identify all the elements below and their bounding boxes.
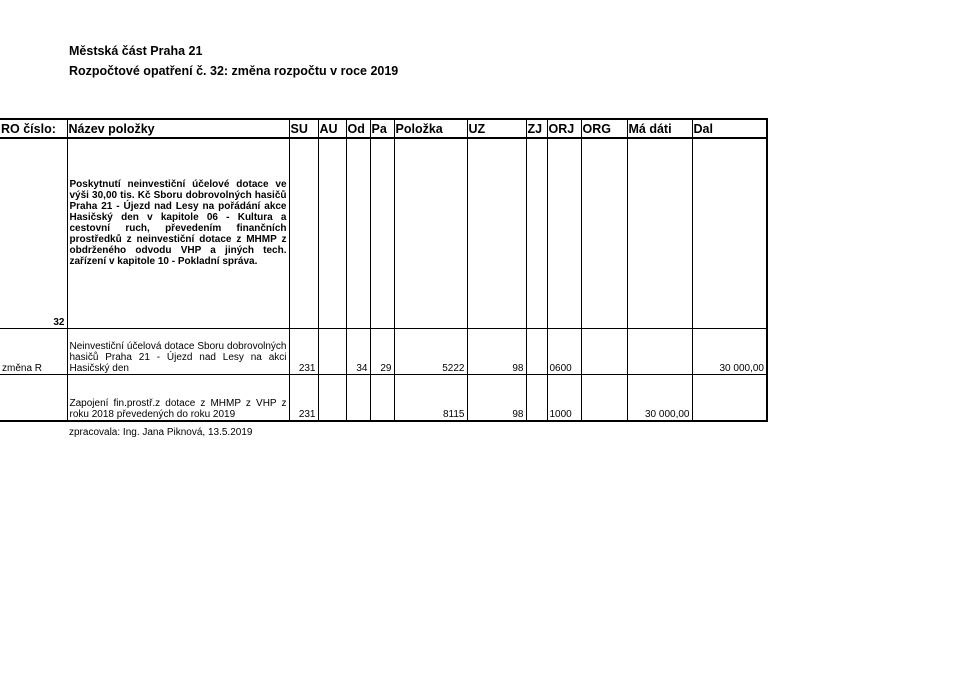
municipality-title: Městská část Praha 21 xyxy=(69,44,203,58)
cell-ro: změna R xyxy=(0,329,67,375)
table-row-group xyxy=(0,138,767,329)
cell-su: 231 xyxy=(289,375,318,422)
cell-dal xyxy=(692,375,767,422)
table-header-row xyxy=(0,119,767,138)
cell-org xyxy=(581,375,627,422)
cell-su: 231 xyxy=(289,329,318,375)
cell-ro xyxy=(0,375,67,422)
col-header-su: SU xyxy=(289,119,318,138)
col-header-orj: ORJ xyxy=(547,119,581,138)
group-description: Poskytnutí neinvestiční účelové dotace ve výši 30,00 tis. Kč Sboru dobrovolných hasičů Praha 21 - Újezd nad Lesy na pořádání akce Hasičský den v kapitole 06 - Kultura a cestovní ruch, převedením finančních prostředků z neinvestiční dotace z MHMP z obdrženého odvodu VHP a jiných tech. zařízení v kapitole 10 - Pokladní správa. xyxy=(67,138,289,329)
col-header-od: Od xyxy=(346,119,370,138)
cell-ma-dati xyxy=(627,329,692,375)
cell-nazev: Neinvestiční účelová dotace Sboru dobrovolných hasičů Praha 21 - Újezd nad Lesy na akci Hasičský den xyxy=(67,329,289,375)
col-header-uz: UZ xyxy=(467,119,526,138)
col-header-dal: Dal xyxy=(692,119,767,138)
cell-od: 34 xyxy=(346,329,370,375)
ro-number: 32 xyxy=(0,138,67,329)
col-header-org: ORG xyxy=(581,119,627,138)
cell-pa xyxy=(370,375,394,422)
col-header-ro: RO číslo: xyxy=(0,119,67,138)
col-header-zj: ZJ xyxy=(526,119,547,138)
col-header-pa: Pa xyxy=(370,119,394,138)
cell-polozka: 5222 xyxy=(394,329,467,375)
col-header-au: AU xyxy=(318,119,346,138)
cell-polozka: 8115 xyxy=(394,375,467,422)
cell-au xyxy=(318,329,346,375)
cell-uz: 98 xyxy=(467,329,526,375)
cell-ma-dati: 30 000,00 xyxy=(627,375,692,422)
table-row xyxy=(0,329,767,375)
cell-orj: 0600 xyxy=(547,329,581,375)
col-header-ma-dati: Má dáti xyxy=(627,119,692,138)
table-row xyxy=(0,375,767,422)
cell-uz: 98 xyxy=(467,375,526,422)
prepared-by-note: zpracovala: Ing. Jana Piknová, 13.5.2019 xyxy=(69,427,253,438)
cell-nazev: Zapojení fin.prostř.z dotace z MHMP z VHP z roku 2018 převedených do roku 2019 xyxy=(67,375,289,422)
document-title: Rozpočtové opatření č. 32: změna rozpočtu v roce 2019 xyxy=(69,64,399,78)
budget-table xyxy=(0,118,768,422)
cell-orj: 1000 xyxy=(547,375,581,422)
cell-pa: 29 xyxy=(370,329,394,375)
col-header-nazev: Název položky xyxy=(67,119,289,138)
cell-zj xyxy=(526,375,547,422)
col-header-polozka: Položka xyxy=(394,119,467,138)
cell-od xyxy=(346,375,370,422)
cell-dal: 30 000,00 xyxy=(692,329,767,375)
cell-org xyxy=(581,329,627,375)
cell-au xyxy=(318,375,346,422)
cell-zj xyxy=(526,329,547,375)
